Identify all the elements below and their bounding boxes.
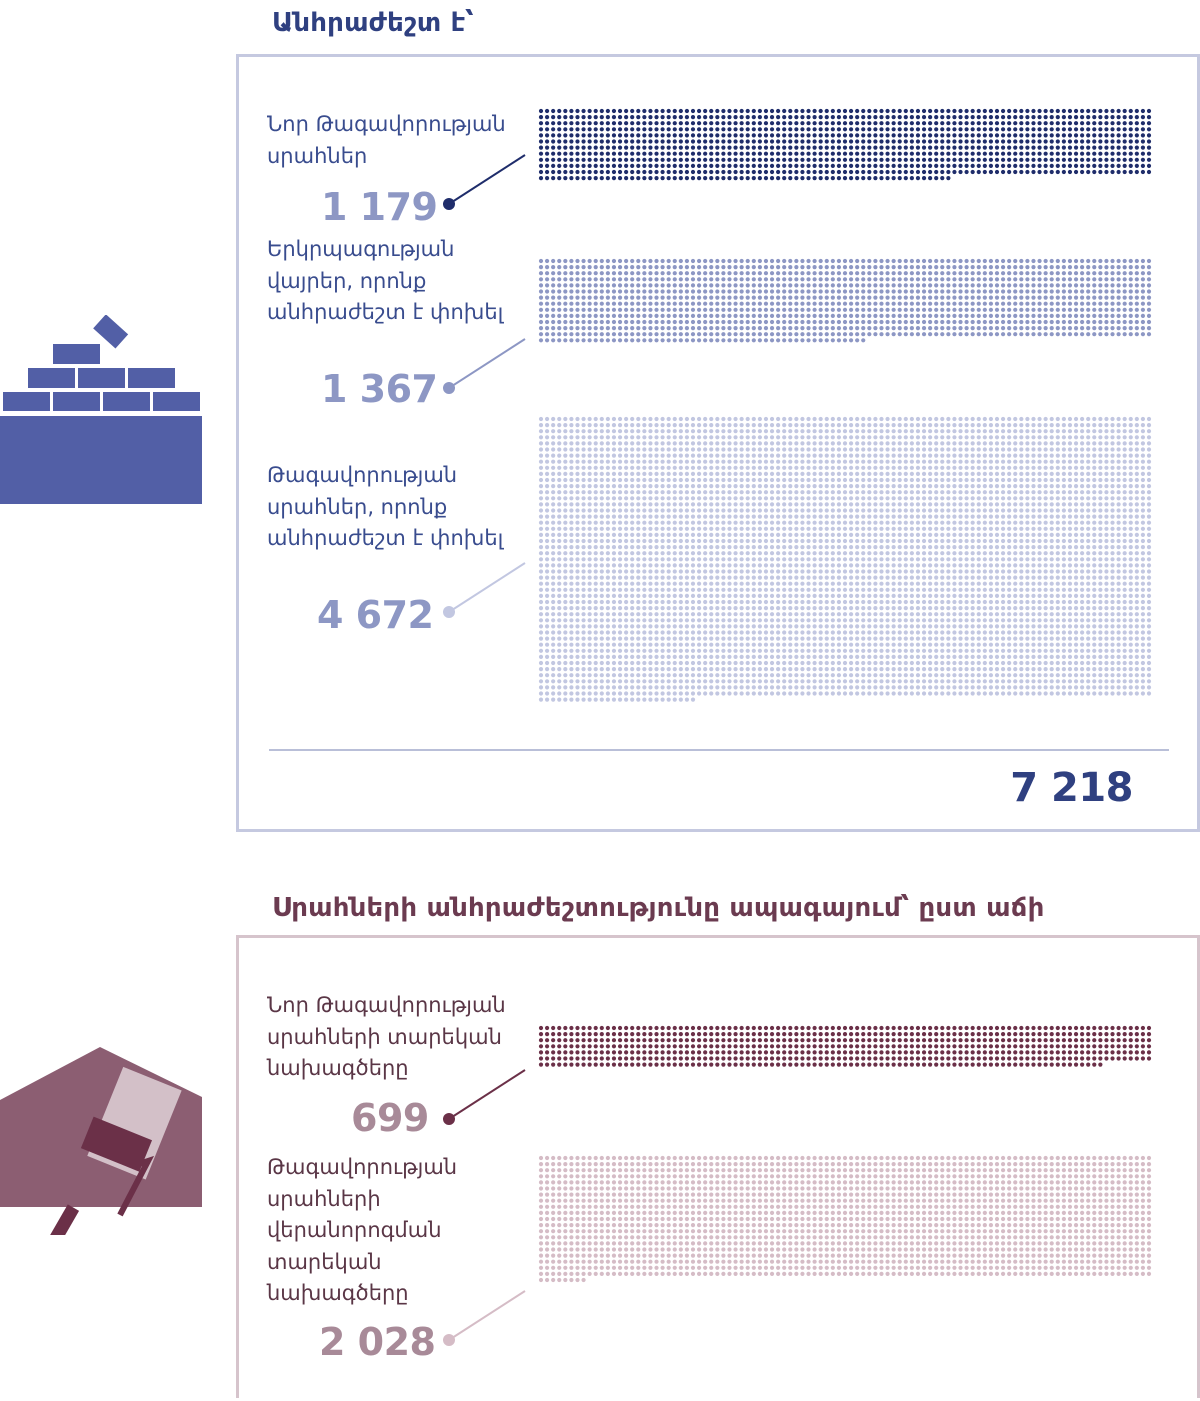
chart-title-future-needs: Սրահների անհրաժեշտությունը ապագայում՝ ըստ աճի bbox=[272, 893, 1045, 923]
category-label-new-halls: Նոր Թագավորության սրահներ bbox=[267, 112, 506, 168]
total-value: 7 218 bbox=[1010, 765, 1133, 811]
brick-wall-icon bbox=[0, 315, 202, 505]
paint-roller-icon bbox=[0, 1045, 202, 1235]
category-label-halls-replace: Թագավորության սրահներ, որոնք անհրաժեշտ է փոխել bbox=[267, 463, 504, 550]
category-label-places-replace: Երկրպագության վայրեր, որոնք անհրաժեշտ է փոխել bbox=[267, 237, 504, 324]
dots-new-halls bbox=[539, 109, 1151, 180]
total-divider bbox=[269, 749, 1169, 751]
dots-halls-replace bbox=[539, 417, 1151, 702]
category-label-new-hall-projects: Նոր Թագավորության սրահների տարեկան նախագծերը bbox=[267, 993, 506, 1080]
leader-places-replace bbox=[443, 339, 525, 394]
future-panel bbox=[236, 935, 1200, 1398]
chart-title-needed: Անհրաժեշտ է՝ bbox=[272, 8, 474, 38]
dots-places-replace bbox=[539, 259, 1151, 343]
value-label-new-halls: 1 179 bbox=[321, 185, 438, 229]
dots-new-hall-projects bbox=[539, 1026, 1151, 1067]
category-label-renovation-projects: Թագավորության սրահների վերանորոգման տարեկան նախագծերը bbox=[267, 1155, 458, 1305]
leader-halls-replace bbox=[443, 563, 525, 618]
needs-panel bbox=[236, 54, 1200, 832]
value-label-renovation-projects: 2 028 bbox=[319, 1320, 436, 1364]
value-label-places-replace: 1 367 bbox=[321, 367, 438, 411]
dots-renovation-projects bbox=[539, 1156, 1151, 1282]
value-label-new-hall-projects: 699 bbox=[351, 1096, 429, 1140]
value-label-halls-replace: 4 672 bbox=[317, 593, 434, 637]
needs-chart bbox=[239, 57, 1200, 835]
